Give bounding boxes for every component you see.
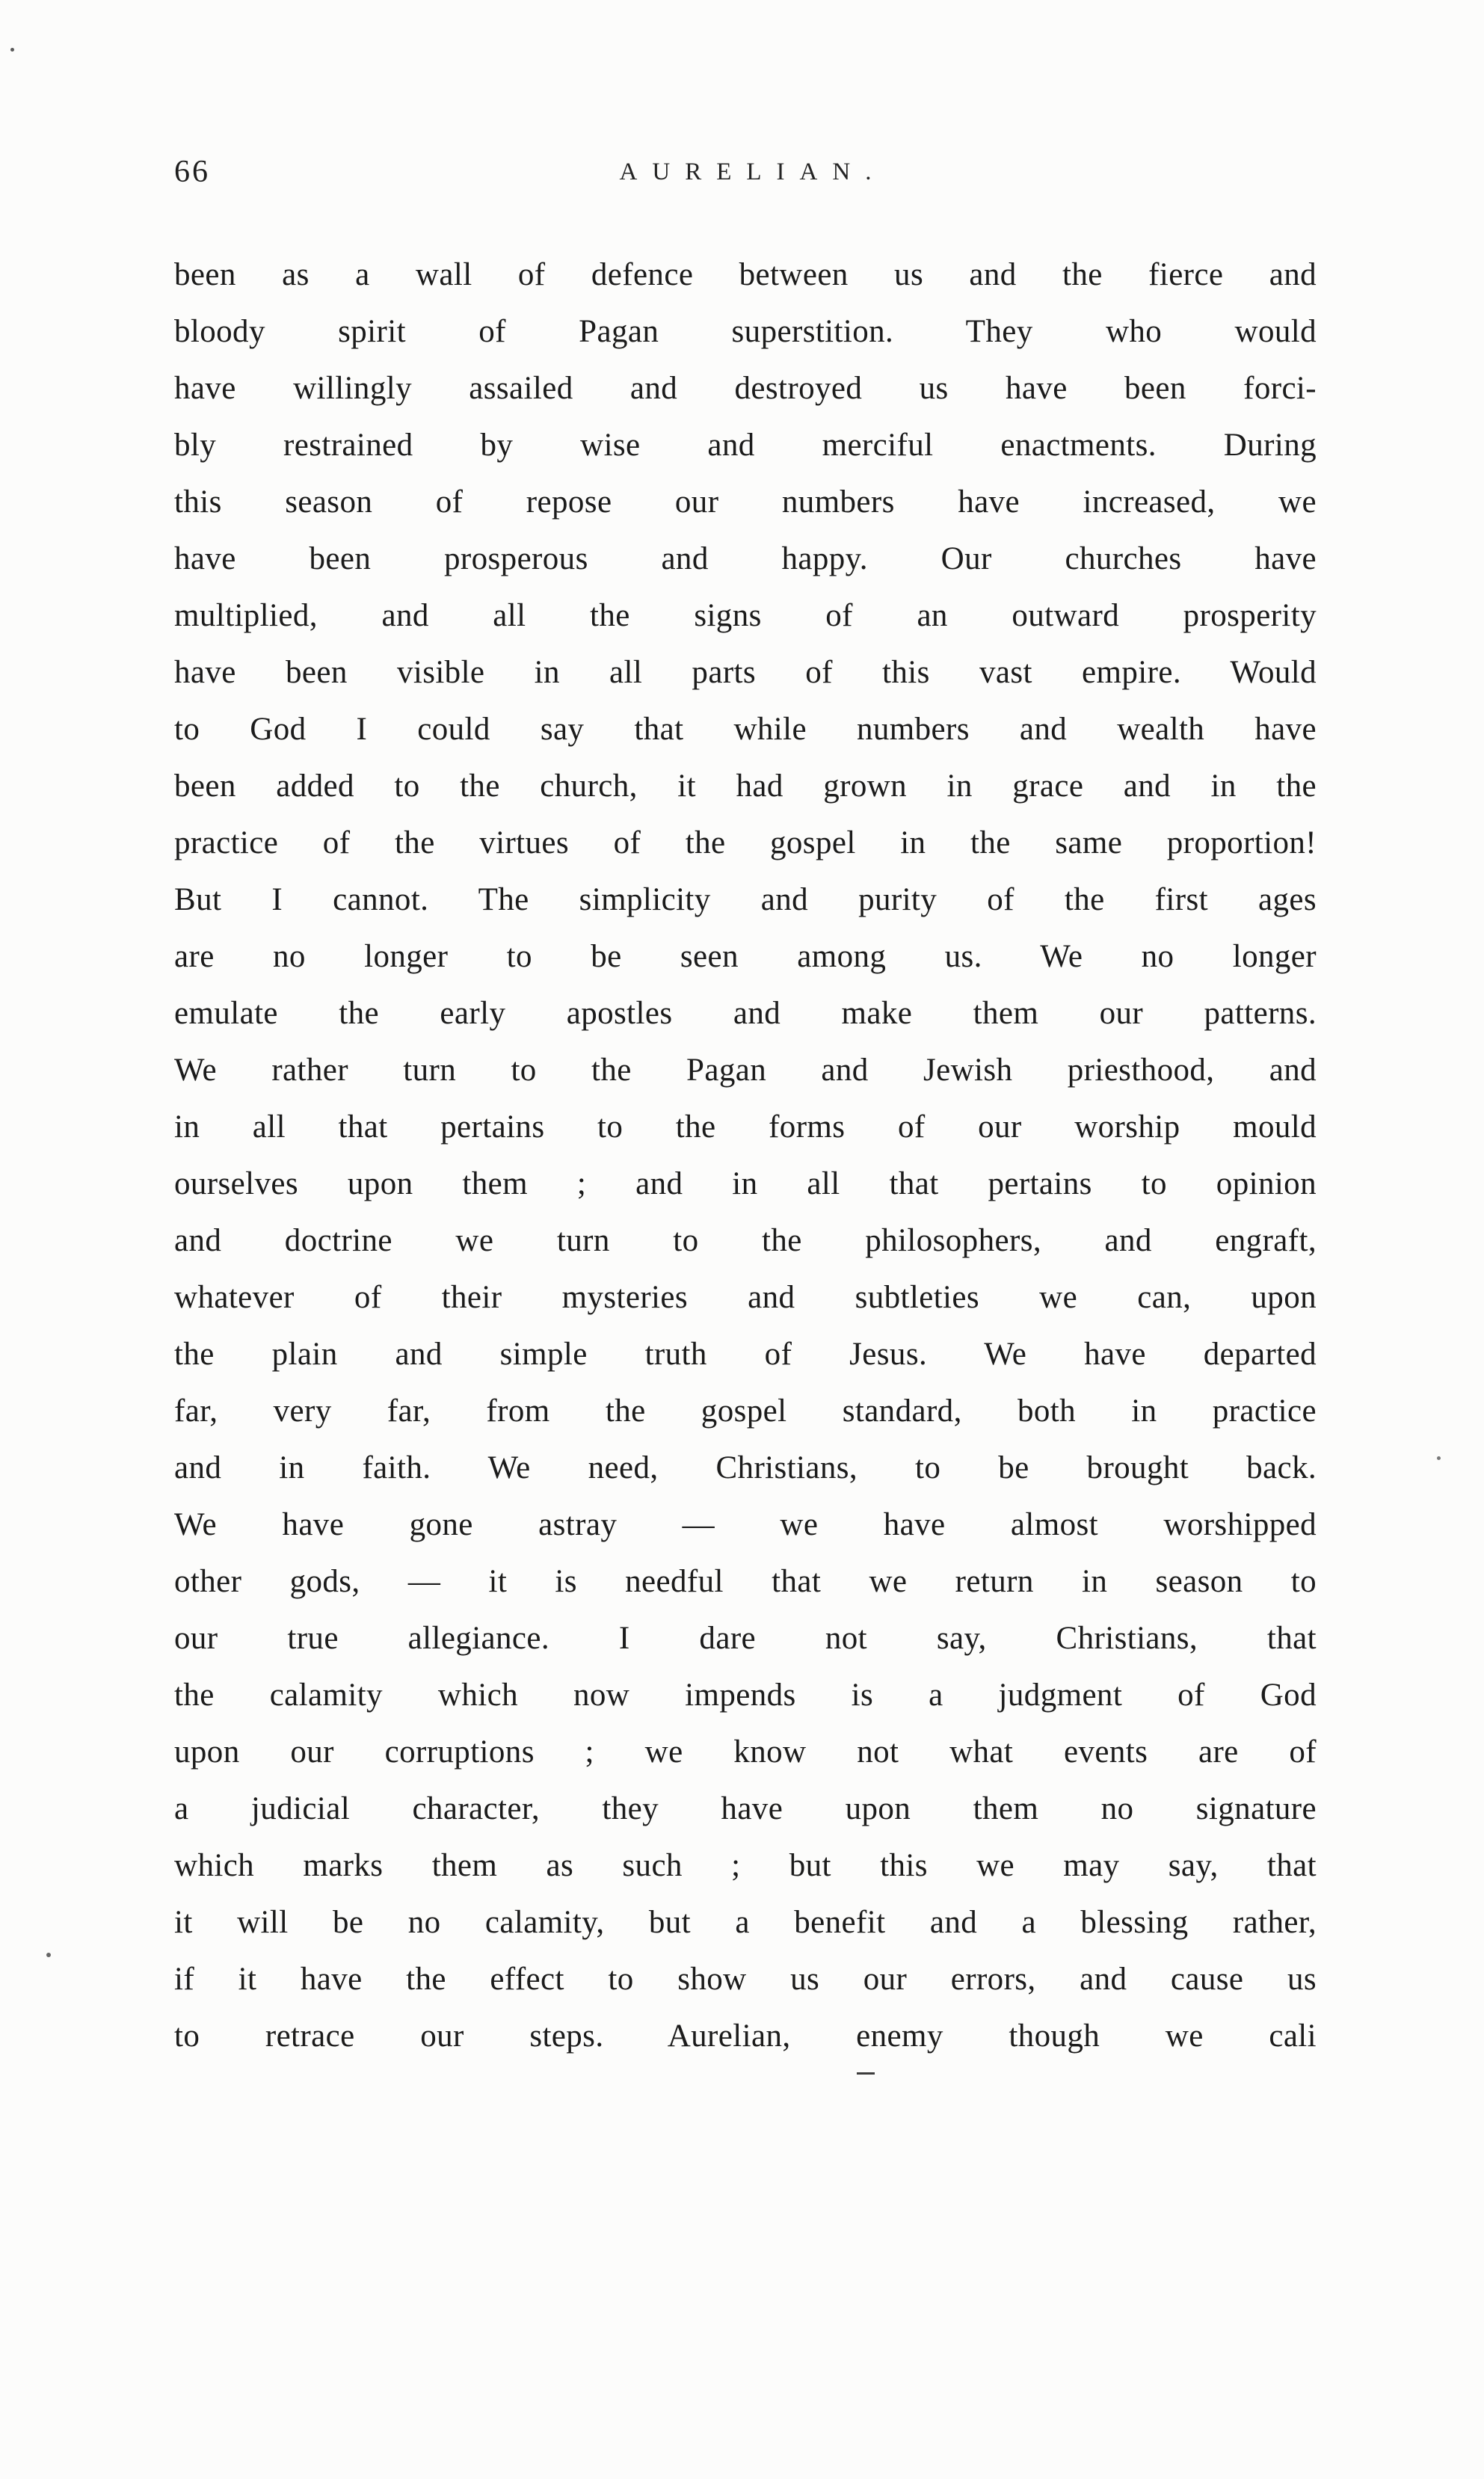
- text-line: and doctrine we turn to the philosophers, and engraft,: [174, 1223, 1317, 1258]
- text-line: practice of the virtues of the gospel in the same proportion!: [174, 825, 1317, 860]
- text-line: have willingly assailed and destroyed us have been forci-: [174, 371, 1317, 406]
- text-line: ourselves upon them ; and in all that pertains to opinion: [174, 1166, 1317, 1201]
- text-line: if it have the effect to show us our errors, and cause us: [174, 1962, 1317, 1997]
- text-line: have been prosperous and happy. Our churches have: [174, 541, 1317, 576]
- text-line: this season of repose our numbers have increased, we: [174, 484, 1317, 520]
- text-line: multiplied, and all the signs of an outward prosperity: [174, 598, 1317, 633]
- text-line: We rather turn to the Pagan and Jewish priesthood, and: [174, 1053, 1317, 1088]
- page-header: [174, 153, 1317, 197]
- text-line: our true allegiance. I dare not say, Christians, that: [174, 1621, 1317, 1656]
- text-line: have been visible in all parts of this vast empire. Would: [174, 655, 1317, 690]
- text-line: been added to the church, it had grown in grace and in the: [174, 769, 1317, 804]
- text-line: to retrace our steps. Aurelian, enemy though we cali: [174, 2018, 1317, 2054]
- text-line: whatever of their mysteries and subtleties we can, upon: [174, 1280, 1317, 1315]
- scan-artifact-dot: [10, 48, 14, 52]
- text-line: the calamity which now impends is a judgment of God: [174, 1678, 1317, 1713]
- page-number: 66: [174, 155, 210, 189]
- text-line: bloody spirit of Pagan superstition. They who would: [174, 314, 1317, 349]
- text-line: which marks them as such ; but this we may say, that: [174, 1848, 1317, 1883]
- text-line: a judicial character, they have upon them no signature: [174, 1791, 1317, 1826]
- text-line: far, very far, from the gospel standard, both in practice: [174, 1394, 1317, 1429]
- text-line: are no longer to be seen among us. We no longer: [174, 939, 1317, 974]
- text-line: it will be no calamity, but a benefit and a blessing rather,: [174, 1905, 1317, 1940]
- text-line: other gods, — it is needful that we return in season to: [174, 1564, 1317, 1599]
- scan-artifact-dot: [46, 1953, 51, 1957]
- scan-artifact-dash: [857, 2072, 875, 2075]
- text-line: bly restrained by wise and merciful enactments. During: [174, 428, 1317, 463]
- text-line: upon our corruptions ; we know not what events are of: [174, 1734, 1317, 1770]
- text-line: and in faith. We need, Christians, to be brought back.: [174, 1450, 1317, 1485]
- text-line: the plain and simple truth of Jesus. We have departed: [174, 1337, 1317, 1372]
- text-line: been as a wall of defence between us and the fierce and: [174, 257, 1317, 292]
- text-line: in all that pertains to the forms of our worship mould: [174, 1109, 1317, 1145]
- text-line: emulate the early apostles and make them our patterns.: [174, 996, 1317, 1031]
- scan-artifact-dot: [1437, 1456, 1441, 1460]
- body-text: [174, 247, 1317, 2065]
- running-title: AURELIAN.: [619, 158, 887, 185]
- text-line: We have gone astray — we have almost worshipped: [174, 1507, 1317, 1542]
- text-line: to God I could say that while numbers and wealth have: [174, 712, 1317, 747]
- text-line: But I cannot. The simplicity and purity of the first ages: [174, 882, 1317, 917]
